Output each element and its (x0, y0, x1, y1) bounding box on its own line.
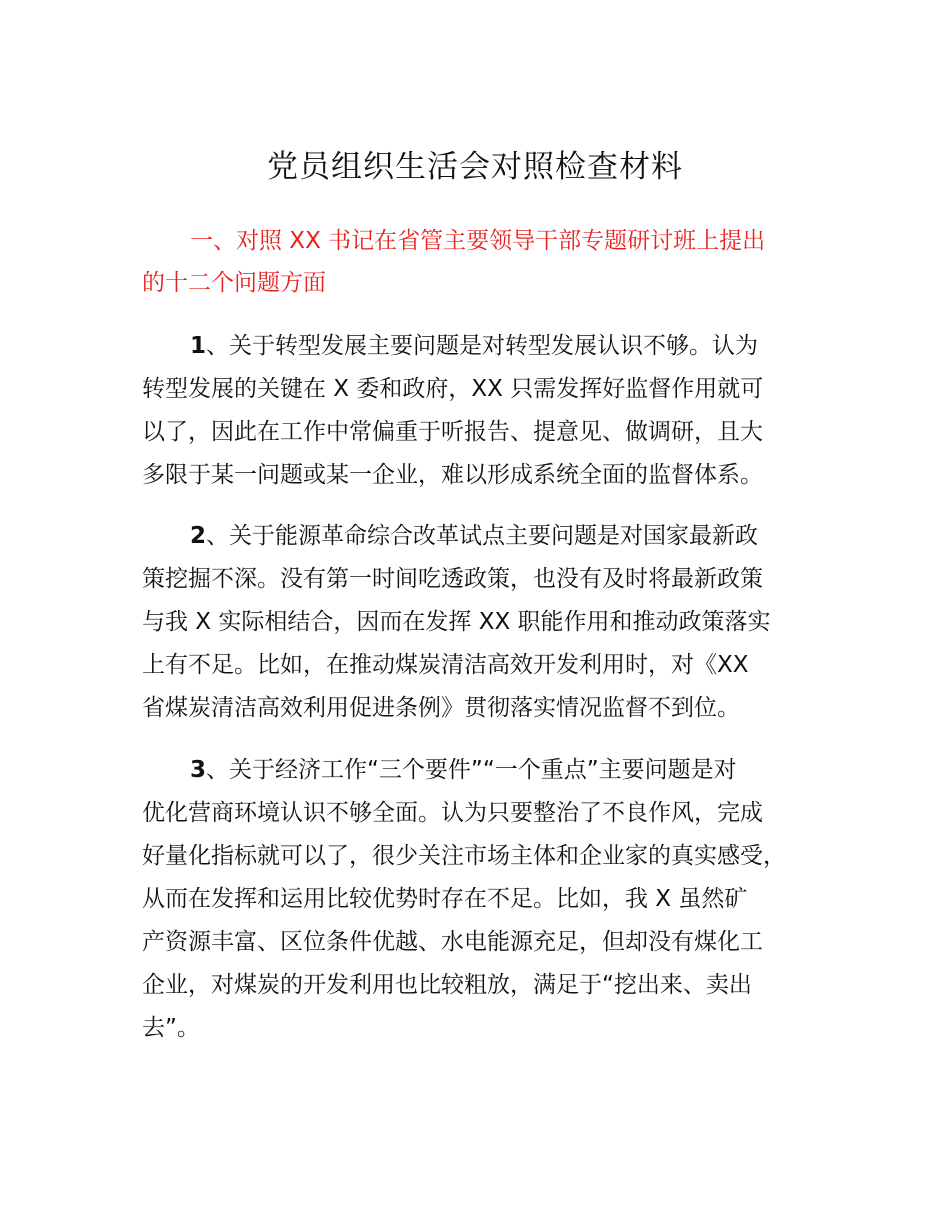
paragraph-1-line-4: 多限于某一问题或某一企业，难以形成系统全面的监督体系。 (142, 462, 763, 488)
paragraph-2-line-2: 策挖掘不深。没有第一时间吃透政策，也没有及时将最新政策 (142, 566, 763, 592)
paragraph-3-line-3: 好量化指标就可以了，很少关注市场主体和企业家的真实感受， (142, 843, 786, 869)
paragraph-2-line-3: 与我 X 实际相结合，因而在发挥 XX 职能作用和推动政策落实 (142, 609, 771, 635)
paragraph-1-line-3: 以了，因此在工作中常偏重于听报告、提意见、做调研，且大 (142, 419, 763, 445)
paragraph-3-line-7: 去”。 (142, 1015, 200, 1041)
paragraph-1-line-2: 转型发展的关键在 X 委和政府，XX 只需发挥好监督作用就可 (142, 376, 764, 402)
paragraph-3-line-4: 从而在发挥和运用比较优势时存在不足。比如，我 X 虽然矿 (142, 886, 748, 912)
paragraph-2-line-5: 省煤炭清洁高效利用促进条例》贯彻落实情况监督不到位。 (142, 695, 740, 721)
paragraph-3-line-5: 产资源丰富、区位条件优越、水电能源充足，但却没有煤化工 (142, 929, 763, 955)
paragraph-3-text: 、关于经济工作“三个要件”“一个重点”主要问题是对 (206, 757, 737, 783)
paragraph-3-line-6: 企业，对煤炭的开发利用也比较粗放，满足于“挖出来、卖出 (142, 972, 752, 998)
paragraph-1-line-1 (0, 331, 950, 361)
paragraph-2-text: 、关于能源革命综合改革试点主要问题是对国家最新政 (206, 523, 759, 549)
paragraph-2-number: 2 (190, 523, 207, 549)
paragraph-3-line-2: 优化营商环境认识不够全面。认为只要整治了不良作风，完成 (142, 800, 763, 826)
document-title: 党员组织生活会对照检查材料 (267, 149, 683, 185)
section-heading-line-2: 的十二个问题方面 (142, 270, 326, 296)
paragraph-2-line-1 (0, 521, 950, 551)
paragraph-1-number: 1 (190, 333, 207, 359)
section-heading-line-1: 一、对照 XX 书记在省管主要领导干部专题研讨班上提出 (190, 228, 766, 254)
paragraph-3-line-1 (0, 755, 950, 785)
paragraph-1-text: 、关于转型发展主要问题是对转型发展认识不够。认为 (206, 333, 759, 359)
paragraph-2-line-4: 上有不足。比如，在推动煤炭清洁高效开发利用时，对《XX (142, 652, 749, 678)
paragraph-3-number: 3 (190, 757, 207, 783)
